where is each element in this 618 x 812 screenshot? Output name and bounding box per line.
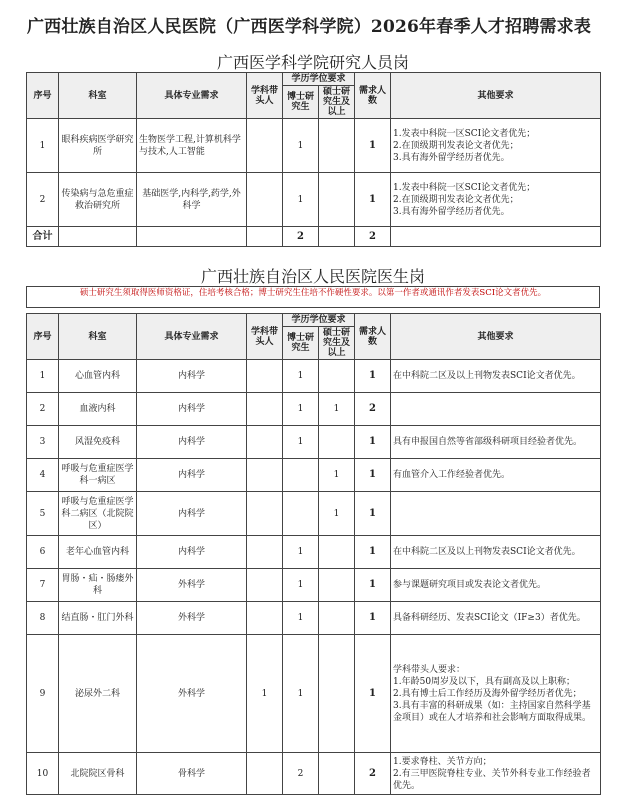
row-major: 外科学 — [137, 602, 247, 635]
row-requirements — [391, 753, 601, 795]
row-count: 1 — [355, 426, 391, 459]
header-degree-group: 学历学位要求 — [283, 314, 355, 327]
row-count: 1 — [355, 569, 391, 602]
row-count: 1 — [355, 173, 391, 227]
row-phd: 1 — [283, 426, 319, 459]
header-master: 硕士研究生及以上 — [319, 327, 355, 360]
research-table — [26, 72, 601, 247]
row-phd: 1 — [283, 360, 319, 393]
row-leader — [247, 393, 283, 426]
row-master: 1 — [319, 459, 355, 492]
row-dept: 呼吸与危重症医学科二病区（北院院区） — [59, 492, 137, 536]
row-dept: 胃肠・疝・肠瘘外科 — [59, 569, 137, 602]
header-count: 需求人数 — [355, 73, 391, 119]
requirement-line: 1.发表中科院一区SCI论文者优先； — [393, 182, 536, 193]
requirement-line: 3.具有海外留学经历者优先。 — [393, 206, 510, 217]
row-master: 1 — [319, 492, 355, 536]
row-count: 1 — [355, 536, 391, 569]
table-row — [27, 536, 601, 569]
table-row — [27, 602, 601, 635]
row-phd: 2 — [283, 753, 319, 795]
header-count: 需求人数 — [355, 314, 391, 360]
doctor-note: 硕士研究生须取得医师资格证，住培考核合格；博士研究生住培不作硬性要求。以第一作者或通讯作者发表SCI论文者优先。 — [26, 286, 600, 308]
row-count: 1 — [355, 492, 391, 536]
row-leader — [247, 492, 283, 536]
row-requirements — [391, 173, 601, 227]
header-master: 硕士研究生及以上 — [319, 86, 355, 119]
table-row — [27, 393, 601, 426]
row-requirements: 有血管介入工作经验者优先。 — [391, 459, 601, 492]
row-phd: 1 — [283, 602, 319, 635]
header-dept: 科室 — [59, 314, 137, 360]
requirement-line: 2.具有博士后工作经历及海外留学经历者优先； — [393, 688, 582, 699]
row-leader — [247, 459, 283, 492]
table-row — [27, 492, 601, 536]
requirement-line: 3.具有海外留学经历者优先。 — [393, 152, 510, 163]
header-degree-group: 学历学位要求 — [283, 73, 355, 86]
requirement-line: 1.年龄50周岁及以下，具有副高及以上职称； — [393, 676, 576, 687]
research-section-heading: 广西医学科学院研究人员岗 — [216, 53, 409, 72]
row-leader — [247, 173, 283, 227]
header-leader: 学科带头人 — [247, 314, 283, 360]
requirement-line: 2.在顶级期刊发表论文者优先； — [393, 140, 519, 151]
row-index: 4 — [27, 459, 59, 492]
header-dept: 科室 — [59, 73, 137, 119]
row-count: 1 — [355, 119, 391, 173]
row-leader — [247, 426, 283, 459]
requirement-line: 3.具有丰富的科研成果（如：主持国家自然科学基金项目）或在人才培养和社会影响方面取得成果。 — [393, 700, 592, 723]
row-dept: 传染病与急危重症救治研究所 — [59, 173, 137, 227]
row-count: 2 — [355, 393, 391, 426]
row-master — [319, 426, 355, 459]
row-phd: 1 — [283, 635, 319, 753]
row-leader — [247, 536, 283, 569]
row-dept: 老年心血管内科 — [59, 536, 137, 569]
row-major: 外科学 — [137, 569, 247, 602]
doctor-section-heading: 广西壮族自治区人民医院医生岗 — [200, 267, 425, 286]
header-index: 序号 — [27, 73, 59, 119]
header-index: 序号 — [27, 314, 59, 360]
table-row — [27, 569, 601, 602]
row-requirements — [391, 393, 601, 426]
total-row — [27, 227, 601, 247]
row-count: 2 — [355, 753, 391, 795]
row-count: 1 — [355, 360, 391, 393]
row-requirements — [391, 492, 601, 536]
page-title: 广西壮族自治区人民医院（广西医学科学院）2026年春季人才招聘需求表 — [26, 17, 592, 37]
requirement-line: 2.在顶级期刊发表论文者优先； — [393, 194, 519, 205]
row-phd: 1 — [283, 393, 319, 426]
row-leader — [247, 753, 283, 795]
row-index: 10 — [27, 753, 59, 795]
table-row — [27, 459, 601, 492]
row-dept: 北院院区骨科 — [59, 753, 137, 795]
row-dept: 血液内科 — [59, 393, 137, 426]
row-index: 5 — [27, 492, 59, 536]
row-major: 内科学 — [137, 426, 247, 459]
row-requirements: 具备科研经历、发表SCI论文（IF≥3）者优先。 — [391, 602, 601, 635]
row-dept: 心血管内科 — [59, 360, 137, 393]
total-label: 合计 — [27, 227, 59, 247]
row-phd: 1 — [283, 173, 319, 227]
row-count: 1 — [355, 459, 391, 492]
row-phd: 1 — [283, 569, 319, 602]
row-index: 3 — [27, 426, 59, 459]
row-major: 生物医学工程,计算机科学与技术,人工智能 — [137, 119, 247, 173]
row-index: 7 — [27, 569, 59, 602]
row-major: 基础医学,内科学,药学,外科学 — [137, 173, 247, 227]
row-master — [319, 536, 355, 569]
row-dept: 呼吸与危重症医学科一病区 — [59, 459, 137, 492]
header-other: 其他要求 — [391, 314, 601, 360]
row-major: 外科学 — [137, 635, 247, 753]
table-row — [27, 426, 601, 459]
header-major: 具体专业需求 — [137, 314, 247, 360]
row-index: 1 — [27, 360, 59, 393]
table-row — [27, 173, 601, 227]
row-phd — [283, 459, 319, 492]
row-major: 内科学 — [137, 459, 247, 492]
row-master: 1 — [319, 393, 355, 426]
row-phd — [283, 492, 319, 536]
table-row — [27, 753, 601, 795]
header-phd: 博士研究生 — [283, 86, 319, 119]
row-requirements: 在中科院二区及以上刊物发表SCI论文者优先。 — [391, 536, 601, 569]
row-phd: 1 — [283, 119, 319, 173]
total-count: 2 — [355, 227, 391, 247]
row-major: 内科学 — [137, 360, 247, 393]
row-major: 内科学 — [137, 393, 247, 426]
requirement-line: 1.要求脊柱、关节方向； — [393, 756, 492, 767]
header-major: 具体专业需求 — [137, 73, 247, 119]
row-leader — [247, 602, 283, 635]
row-major: 骨科学 — [137, 753, 247, 795]
row-phd: 1 — [283, 536, 319, 569]
row-count: 1 — [355, 602, 391, 635]
row-index: 8 — [27, 602, 59, 635]
row-index: 2 — [27, 393, 59, 426]
row-master — [319, 753, 355, 795]
row-requirements: 在中科院二区及以上刊物发表SCI论文者优先。 — [391, 360, 601, 393]
row-requirements: 参与课题研究项目或发表论文者优先。 — [391, 569, 601, 602]
row-index: 1 — [27, 119, 59, 173]
row-master — [319, 119, 355, 173]
row-master — [319, 569, 355, 602]
row-leader: 1 — [247, 635, 283, 753]
row-dept: 结直肠・肛门外科 — [59, 602, 137, 635]
row-requirements: 具有申报国自然等省部级科研项目经验者优先。 — [391, 426, 601, 459]
row-leader — [247, 119, 283, 173]
requirement-line: 1.发表中科院一区SCI论文者优先； — [393, 128, 536, 139]
row-requirements — [391, 635, 601, 753]
row-dept: 眼科疾病医学研究所 — [59, 119, 137, 173]
row-major: 内科学 — [137, 536, 247, 569]
row-master — [319, 173, 355, 227]
table-row — [27, 119, 601, 173]
header-other: 其他要求 — [391, 73, 601, 119]
row-count: 1 — [355, 635, 391, 753]
doctor-table — [26, 313, 601, 795]
requirement-line: 学科带头人要求： — [393, 664, 466, 675]
table-row — [27, 635, 601, 753]
requirement-line: 2.有三甲医院脊柱专业、关节外科专业工作经验者优先。 — [393, 768, 591, 791]
row-master — [319, 602, 355, 635]
row-index: 6 — [27, 536, 59, 569]
row-major: 内科学 — [137, 492, 247, 536]
row-dept: 泌尿外二科 — [59, 635, 137, 753]
row-index: 9 — [27, 635, 59, 753]
table-row — [27, 360, 601, 393]
row-dept: 风湿免疫科 — [59, 426, 137, 459]
row-leader — [247, 360, 283, 393]
row-master — [319, 635, 355, 753]
row-master — [319, 360, 355, 393]
row-requirements — [391, 119, 601, 173]
header-phd: 博士研究生 — [283, 327, 319, 360]
row-leader — [247, 569, 283, 602]
total-phd: 2 — [283, 227, 319, 247]
header-leader: 学科带头人 — [247, 73, 283, 119]
row-index: 2 — [27, 173, 59, 227]
